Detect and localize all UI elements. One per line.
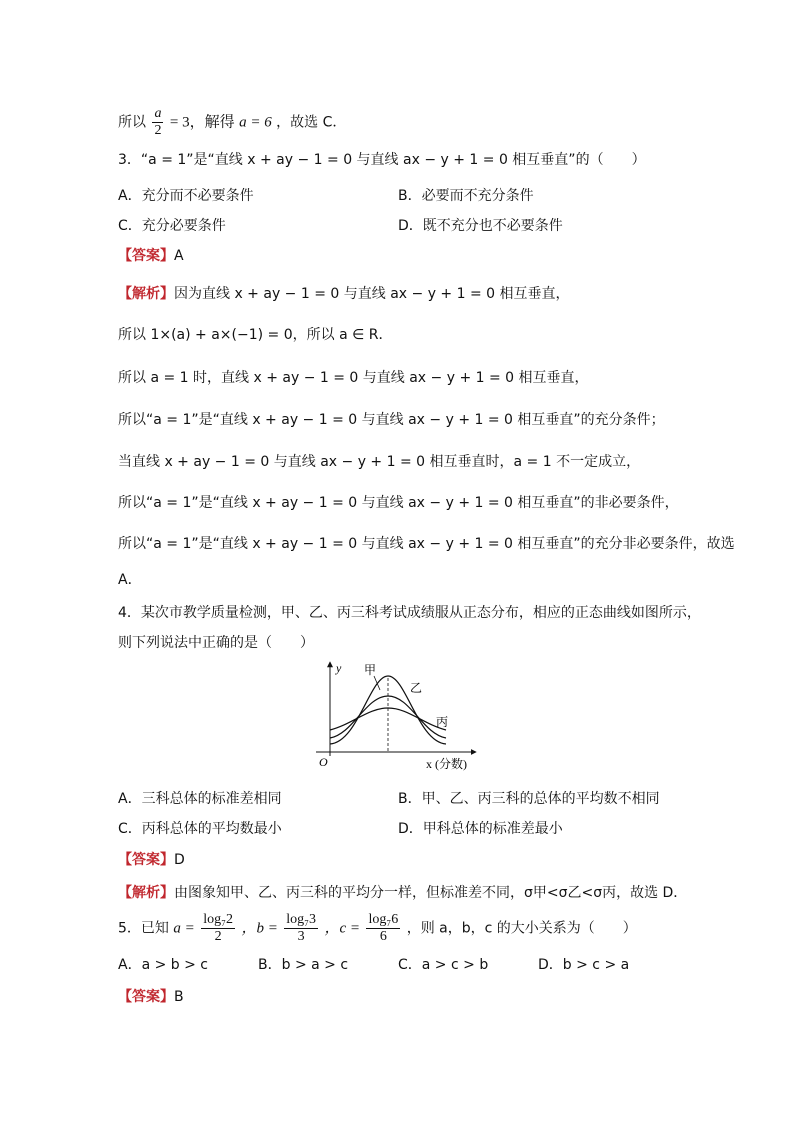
q3-analysis-3 (118, 368, 589, 388)
q5-option-c (398, 955, 488, 975)
q4-option-b (398, 789, 660, 809)
equation-result: a = 6 (239, 114, 272, 131)
q3-analysis-6 (118, 493, 679, 513)
answer-value: B (174, 989, 184, 1005)
q5-answer (118, 987, 184, 1007)
question-text: 则下列说法中正确的是（ ） (118, 635, 314, 651)
text-prefix: 所以 (118, 114, 146, 131)
question-number: 5．已知 (118, 920, 169, 937)
question-number: 3． (118, 152, 141, 168)
fraction-numerator: log₇3 (286, 912, 317, 927)
fraction-denominator: 3 (297, 929, 305, 944)
q4-option-d (398, 819, 563, 839)
analysis-text: 所以 a = 1 时，直线 x + ay − 1 = 0 与直线 ax − y + 1 = 0 相互垂直， (118, 370, 589, 386)
origin-label: O (319, 755, 328, 769)
q5-option-a (118, 955, 208, 975)
fraction-denominator: 2 (154, 123, 162, 138)
q5-stem (118, 912, 637, 945)
q4-answer (118, 850, 185, 870)
q3-option-a (118, 186, 254, 206)
var-b-lhs: ，b = (241, 920, 278, 937)
normal-curves-figure (308, 658, 480, 774)
analysis-tag: 【解析】 (118, 286, 174, 302)
var-a-lhs: a = (173, 920, 195, 937)
answer-tag: 【答案】 (118, 989, 174, 1005)
fraction-c (366, 912, 400, 945)
q3-analysis-5 (118, 452, 640, 472)
answer-value: A (174, 248, 184, 264)
q3-option-b (398, 186, 534, 206)
q3-analysis-2 (118, 325, 392, 345)
curve-label-yi: 乙 (410, 681, 423, 695)
var-c-lhs: ，c = (324, 920, 361, 937)
q4-stem-line1 (118, 603, 701, 623)
y-axis-label: y (336, 661, 342, 675)
curve-label-bing: 丙 (436, 715, 449, 729)
analysis-text: 由图象知甲、乙、丙三科的平均分一样，但标准差不同，σ甲<σ乙<σ丙，故选 D． (174, 885, 688, 901)
fraction-a-over-2 (152, 106, 163, 139)
answer-tag: 【答案】 (118, 852, 174, 868)
fraction-numerator: log₇2 (203, 912, 233, 927)
curve-label-jia: 甲 (364, 663, 377, 677)
option-text: C．a > c > b (398, 957, 489, 973)
analysis-text: 因为直线 x + ay − 1 = 0 与直线 ax − y + 1 = 0 相互垂直， (174, 286, 570, 302)
q5-option-d (538, 955, 629, 975)
q3-analysis-4 (118, 410, 665, 430)
fraction-b (284, 912, 318, 945)
fraction-denominator: 2 (214, 929, 222, 944)
q3-analysis-8 (118, 570, 142, 590)
analysis-text: 所以 1×(a) + a×(−1) = 0，所以 a ∈ R． (118, 327, 393, 343)
option-text: A．三科总体的标准差相同 (118, 791, 282, 807)
option-text: A．充分而不必要条件 (118, 188, 254, 204)
prev-solution-line (118, 106, 346, 139)
q4-stem-line2 (118, 633, 314, 653)
q4-option-c (118, 819, 282, 839)
question-text: “a = 1”是“直线 x + ay − 1 = 0 与直线 ax − y + 1 = 0 相互垂直”的（ ） (140, 152, 646, 168)
option-text: B．甲、乙、丙三科的总体的平均数不相同 (398, 791, 660, 807)
q4-analysis (118, 883, 687, 903)
option-text: B．b > a > c (258, 957, 349, 973)
question-text: 4．某次市教学质量检测，甲、乙、丙三科考试成绩服从正态分布，相应的正态曲线如图所示， (118, 605, 701, 621)
option-text: D．既不充分也不必要条件 (398, 218, 563, 234)
option-text: D．甲科总体的标准差最小 (398, 821, 563, 837)
q3-answer (118, 246, 184, 266)
q5-option-b (258, 955, 348, 975)
q3-stem (118, 150, 646, 170)
x-axis-label: x (分数) (426, 757, 467, 771)
analysis-text: A． (118, 572, 142, 588)
q3-analysis-1 (118, 284, 570, 304)
fraction-a (201, 912, 235, 945)
question-text: ，则 a，b，c 的大小关系为（ ） (406, 920, 637, 937)
fraction-numerator: a (154, 106, 162, 121)
curve-yi (330, 696, 449, 738)
q3-option-d (398, 216, 563, 236)
equation-text: = 3，解得 (169, 114, 235, 131)
fraction-denominator: 6 (379, 929, 387, 944)
answer-tag: 【答案】 (118, 248, 174, 264)
option-text: A．a > b > c (118, 957, 209, 973)
option-text: B．必要而不充分条件 (398, 188, 534, 204)
q4-option-a (118, 789, 282, 809)
q3-option-c (118, 216, 226, 236)
option-text: D．b > c > a (538, 957, 630, 973)
option-text: C．丙科总体的平均数最小 (118, 821, 282, 837)
analysis-text: 当直线 x + ay − 1 = 0 与直线 ax − y + 1 = 0 相互垂直时，a = 1 不一定成立， (118, 454, 641, 470)
answer-value: D (174, 852, 185, 868)
analysis-text: 所以“a = 1”是“直线 x + ay − 1 = 0 与直线 ax − y + 1 = 0 相互垂直”的充分非必要条件，故选 (118, 536, 735, 552)
fraction-numerator: log₇6 (368, 912, 399, 927)
option-text: C．充分必要条件 (118, 218, 226, 234)
text-suffix: ，故选 C． (276, 114, 347, 131)
analysis-text: 所以“a = 1”是“直线 x + ay − 1 = 0 与直线 ax − y + 1 = 0 相互垂直”的非必要条件， (118, 495, 679, 511)
q3-analysis-7 (118, 534, 735, 554)
analysis-text: 所以“a = 1”是“直线 x + ay − 1 = 0 与直线 ax − y + 1 = 0 相互垂直”的充分条件； (118, 412, 665, 428)
analysis-tag: 【解析】 (118, 885, 174, 901)
